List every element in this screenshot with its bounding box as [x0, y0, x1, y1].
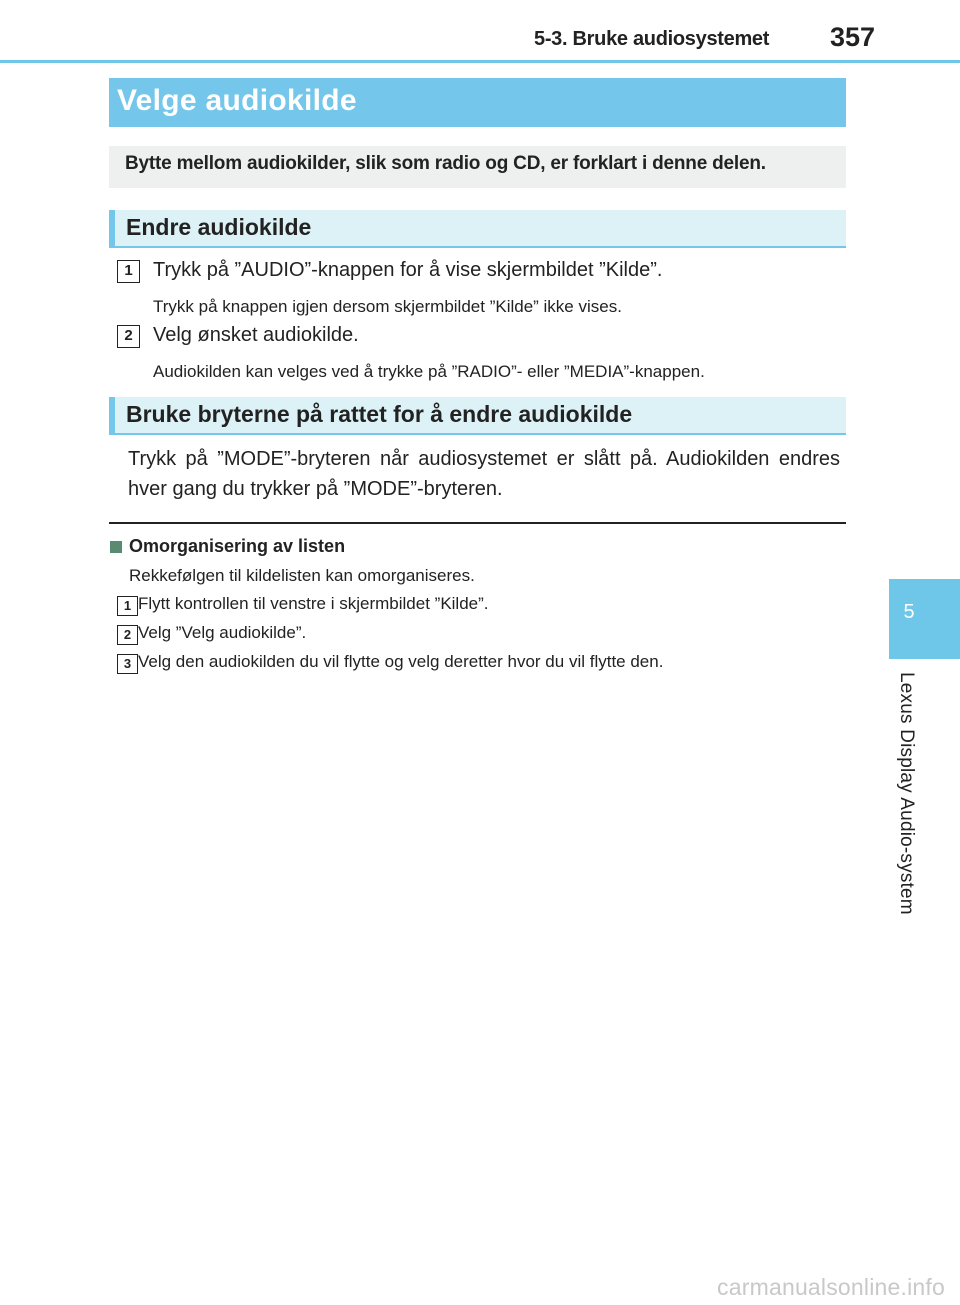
step-text: Flytt kontrollen til venstre i skjermbildet ”Kilde”. — [138, 594, 489, 613]
page-number: 357 — [830, 22, 876, 52]
subheading-label: Bruke bryterne på rattet for å endre audiokilde — [126, 401, 633, 427]
intro-box — [109, 146, 846, 188]
step-number-box: 1 — [117, 596, 138, 616]
step-note: Audiokilden kan velges ved å trykke på ”RADIO”- eller ”MEDIA”-knappen. — [153, 362, 705, 381]
step-number-box: 1 — [117, 260, 140, 283]
step-text: Velg den audiokilden du vil flytte og velg deretter hvor du vil flytte den. — [138, 652, 664, 671]
page-title: Velge audiokilde — [117, 84, 357, 117]
subheading-label: Endre audiokilde — [126, 214, 312, 240]
subheading-bryterne-rattet — [109, 397, 846, 435]
body-paragraph: Trykk på ”MODE”-bryteren når audiosystemet er slått på. Audiokilden endres hver gang du trykker på ”MODE”-bryteren. — [128, 448, 840, 500]
header-divider — [0, 60, 960, 63]
step-number-box: 2 — [117, 325, 140, 348]
watermark-text: carmanualsonline.info — [717, 1274, 945, 1300]
header-section-title: 5-3. Bruke audiosystemet — [534, 28, 770, 50]
step-text: Velg ønsket audiokilde. — [153, 324, 359, 346]
chapter-title: Lexus Display Audio-system — [896, 672, 917, 915]
intro-text: Bytte mellom audiokilder, slik som radio og CD, er forklart i denne delen. — [125, 153, 766, 174]
step-text: Velg ”Velg audiokilde”. — [138, 623, 307, 642]
step-number-box: 2 — [117, 625, 138, 645]
bullet-intro: Rekkefølgen til kildelisten kan omorganiseres. — [129, 566, 475, 585]
step-text: Trykk på ”AUDIO”-knappen for å vise skjermbildet ”Kilde”. — [153, 259, 663, 281]
square-bullet-icon — [110, 541, 122, 553]
section-divider — [109, 522, 846, 524]
chapter-number: 5 — [903, 601, 915, 623]
bullet-heading: Omorganisering av listen — [129, 536, 346, 556]
section-title-bar — [109, 78, 846, 127]
step-note: Trykk på knappen igjen dersom skjermbildet ”Kilde” ikke vises. — [153, 297, 622, 316]
step-number-box: 3 — [117, 654, 138, 674]
chapter-tab — [889, 579, 960, 659]
subheading-endre-audiokilde — [109, 210, 846, 248]
